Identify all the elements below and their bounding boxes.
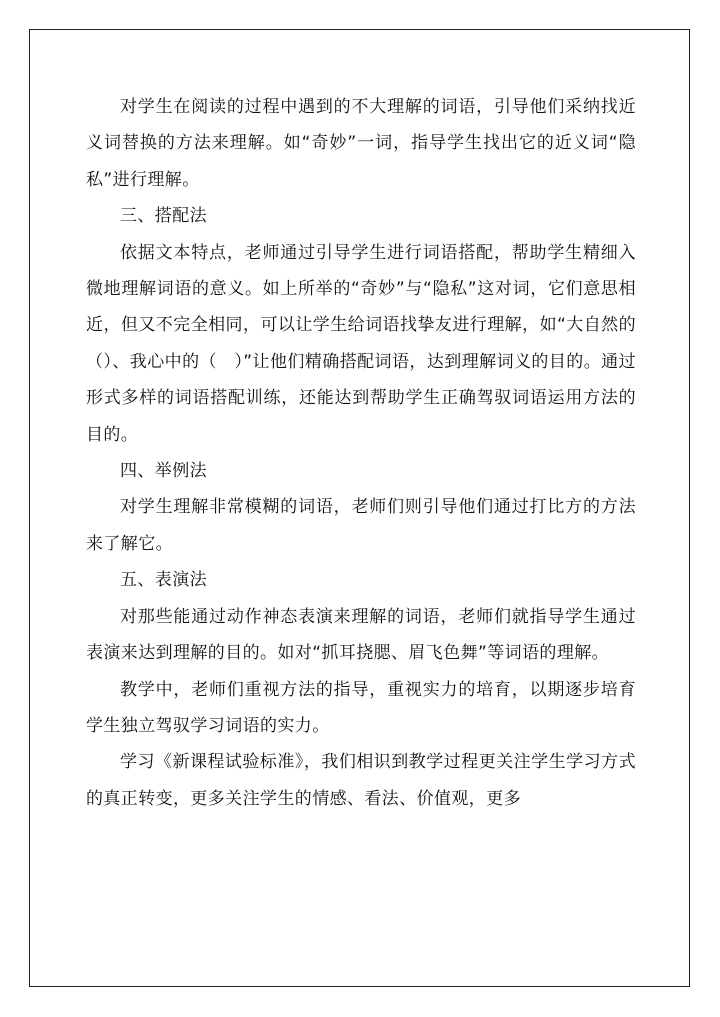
document-body bbox=[86, 89, 636, 817]
paragraph-performance: 对那些能通过动作神态表演来理解的词语，老师们就指导学生通过表演来达到理解的目的。如对“抓耳挠腮、眉飞色舞”等词语的理解。 bbox=[86, 606, 636, 664]
section-heading-collocation: 三、搭配法 bbox=[120, 206, 207, 227]
paragraph-collocation: 依据文本特点，老师通过引导学生进行词语搭配，帮助学生精细入微地理解词语的意义。如上所举的“奇妙”与“隐私”这对词，它们意思相近，但又不完全相同，可以让学生给词语找挚友进行理解，如“大自然的（）、我心中的（ ）”让他们精确搭配词语，达到理解词义的目的。通过形式多样的词语搭配训练，还能达到帮助学生正确驾驭词语运用方法的目的。 bbox=[86, 242, 636, 445]
paragraph-curriculum: 学习《新课程试验标准》，我们相识到教学过程更关注学生学习方式的真正转变，更多关注学生的情感、看法、价值观，更多 bbox=[86, 752, 636, 809]
paragraph-teaching: 教学中，老师们重视方法的指导，重视实力的培育，以期逐步培育学生独立驾驭学习词语的实力。 bbox=[86, 679, 636, 736]
paragraph-example: 对学生理解非常模糊的词语，老师们则引导他们通过打比方的方法来了解它。 bbox=[86, 497, 636, 554]
section-heading-performance: 五、表演法 bbox=[120, 570, 207, 591]
paragraph-synonym-example: 对学生在阅读的过程中遇到的不大理解的词语，引导他们采纳找近义词替换的方法来理解。如“奇妙”一词，指导学生找出它的近义词“隐私”进行理解。 bbox=[86, 97, 636, 190]
section-heading-example: 四、举例法 bbox=[120, 461, 207, 482]
